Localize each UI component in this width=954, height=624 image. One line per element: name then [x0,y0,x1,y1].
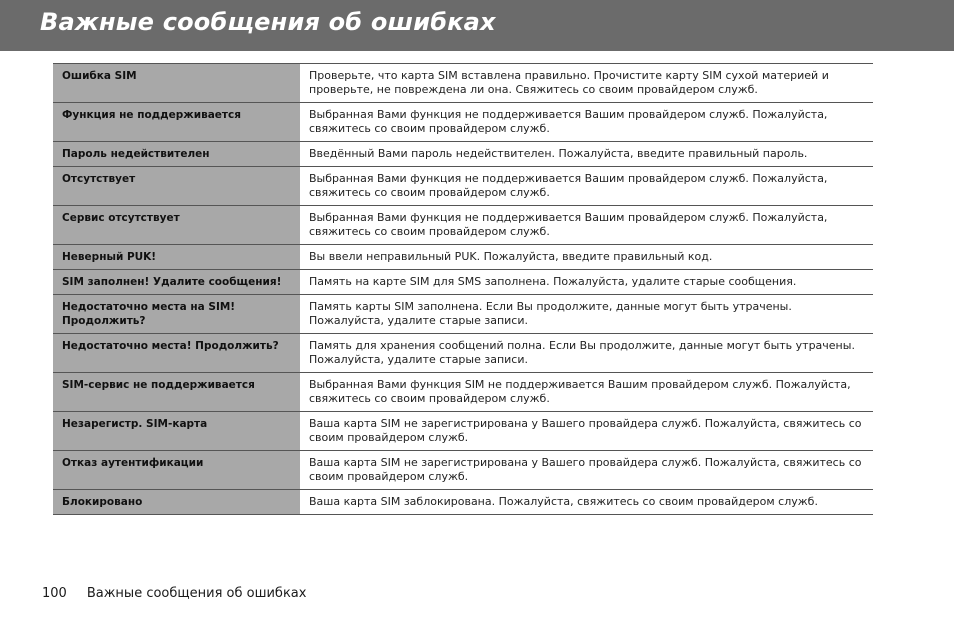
error-name: Ошибка SIM [53,64,300,103]
table-row [53,373,873,412]
error-description: Проверьте, что карта SIM вставлена правильно. Прочистите карту SIM сухой материей и проверьте, не повреждена ли она. Свяжитесь со своим провайдером служб. [300,64,873,103]
table-row [53,245,873,270]
page-title: Важные сообщения об ошибках [40,8,496,36]
error-description: Ваша карта SIM не зарегистрирована у Вашего провайдера служб. Пожалуйста, свяжитесь со своим провайдером служб. [300,412,873,451]
table-row [53,64,873,103]
table-row [53,142,873,167]
table-row [53,451,873,490]
page-footer [42,586,306,601]
error-description: Выбранная Вами функция SIM не поддерживается Вашим провайдером служб. Пожалуйста, свяжитесь со своим провайдером служб. [300,373,873,412]
page-header [0,0,954,51]
error-name: SIM-сервис не поддерживается [53,373,300,412]
error-name: Отсутствует [53,167,300,206]
error-name: Пароль недействителен [53,142,300,167]
error-name: Блокировано [53,490,300,515]
table-row [53,270,873,295]
error-name: Неверный PUK! [53,245,300,270]
error-description: Вы ввели неправильный PUK. Пожалуйста, введите правильный код. [300,245,873,270]
table-row [53,167,873,206]
page-number: 100 [42,586,67,601]
error-description: Выбранная Вами функция не поддерживается Вашим провайдером служб. Пожалуйста, свяжитесь со своим провайдером служб. [300,103,873,142]
error-description: Память на карте SIM для SMS заполнена. Пожалуйста, удалите старые сообщения. [300,270,873,295]
error-name: Незарегистр. SIM-карта [53,412,300,451]
error-messages-table [53,63,873,515]
error-description: Ваша карта SIM не зарегистрирована у Вашего провайдера служб. Пожалуйста, свяжитесь со своим провайдером служб. [300,451,873,490]
error-name: Недостаточно места на SIM! Продолжить? [53,295,300,334]
error-name: Недостаточно места! Продолжить? [53,334,300,373]
table-row [53,295,873,334]
footer-section-title: Важные сообщения об ошибках [86,586,307,601]
table-row [53,412,873,451]
error-description: Введённый Вами пароль недействителен. Пожалуйста, введите правильный пароль. [300,142,873,167]
table-row [53,103,873,142]
error-description: Память карты SIM заполнена. Если Вы продолжите, данные могут быть утрачены. Пожалуйста, удалите старые записи. [300,295,873,334]
error-description: Выбранная Вами функция не поддерживается Вашим провайдером служб. Пожалуйста, свяжитесь со своим провайдером служб. [300,206,873,245]
error-description: Ваша карта SIM заблокирована. Пожалуйста, свяжитесь со своим провайдером служб. [300,490,873,515]
error-description: Память для хранения сообщений полна. Если Вы продолжите, данные могут быть утрачены. Пожалуйста, удалите старые записи. [300,334,873,373]
table-row [53,206,873,245]
error-name: Функция не поддерживается [53,103,300,142]
error-name: Сервис отсутствует [53,206,300,245]
table-row [53,334,873,373]
table-row [53,490,873,515]
error-name: SIM заполнен! Удалите сообщения! [53,270,300,295]
error-description: Выбранная Вами функция не поддерживается Вашим провайдером служб. Пожалуйста, свяжитесь со своим провайдером служб. [300,167,873,206]
error-name: Отказ аутентификации [53,451,300,490]
